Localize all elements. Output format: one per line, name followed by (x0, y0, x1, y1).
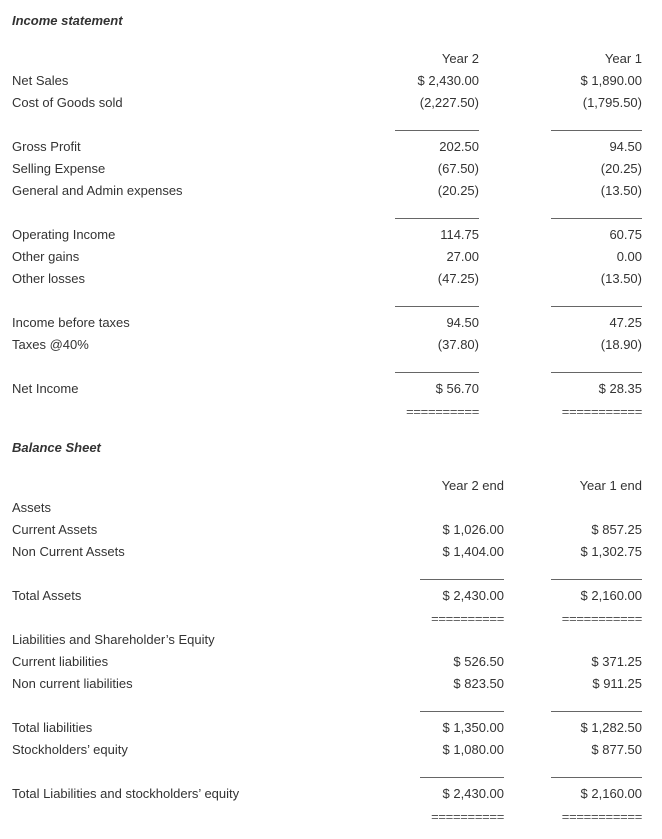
row-label: Total liabilities (12, 720, 93, 735)
double-underline: =========== (561, 405, 642, 418)
value-year-1: $ 1,302.75 (580, 544, 642, 559)
row-label: Taxes @40% (12, 337, 89, 352)
value-year-2: $ 1,080.00 (442, 742, 504, 757)
value-year-2: (20.25) (437, 183, 479, 198)
value-year-1: $ 1,282.50 (580, 720, 642, 735)
row-label: Net Income (12, 381, 79, 396)
value-year-2: $ 823.50 (453, 676, 504, 691)
row-liabilities-heading (0, 631, 662, 649)
row-label: General and Admin expenses (12, 183, 183, 198)
subtotal-rule (395, 372, 479, 373)
row-total-liabilities (0, 719, 662, 737)
row-taxes (0, 336, 662, 354)
value-year-1: (13.50) (600, 183, 642, 198)
double-underline: ========== (406, 405, 479, 418)
row-label: Total Liabilities and stockholders’ equity (12, 786, 240, 801)
subtotal-rule (551, 218, 642, 219)
row-net-income (0, 380, 662, 398)
subtotal-rule (420, 579, 504, 580)
income-statement-header-row (0, 50, 662, 68)
row-label: Total Assets (12, 588, 82, 603)
value-year-1: 60.75 (609, 227, 642, 242)
column-header-year-1: Year 1 (604, 51, 642, 66)
subtotal-rule (420, 711, 504, 712)
double-underline: =========== (561, 612, 642, 625)
value-year-2: $ 2,430.00 (442, 588, 504, 603)
double-underline: ========== (431, 810, 504, 823)
income-statement-title-row (0, 12, 662, 30)
value-year-1: $ 2,160.00 (580, 588, 642, 603)
value-year-2: (67.50) (437, 161, 479, 176)
row-label: Selling Expense (12, 161, 106, 176)
value-year-1: $ 2,160.00 (580, 786, 642, 801)
row-label: Liabilities and Shareholder’s Equity (12, 632, 215, 647)
row-label: Assets (12, 500, 52, 515)
column-header-year-1-end: Year 1 end (579, 478, 642, 493)
value-year-2: (47.25) (437, 271, 479, 286)
row-label: Non current liabilities (12, 676, 133, 691)
row-label: Cost of Goods sold (12, 95, 123, 110)
value-year-2: 114.75 (440, 227, 479, 242)
row-income-before-taxes (0, 314, 662, 332)
balance-sheet-title: Balance Sheet (12, 440, 101, 455)
row-stockholders-equity (0, 741, 662, 759)
value-year-1: $ 1,890.00 (580, 73, 642, 88)
row-label: Current Assets (12, 522, 98, 537)
balance-sheet-header-row (0, 477, 662, 495)
value-year-2: $ 2,430.00 (442, 786, 504, 801)
row-label: Non Current Assets (12, 544, 125, 559)
row-net-sales (0, 72, 662, 90)
row-cost-of-goods-sold (0, 94, 662, 112)
balance-sheet-title-row (0, 439, 662, 457)
row-current-liabilities (0, 653, 662, 671)
subtotal-rule (420, 777, 504, 778)
row-assets-heading (0, 499, 662, 517)
value-year-2: 202.50 (439, 139, 479, 154)
income-statement-title: Income statement (12, 13, 123, 28)
value-year-1: $ 857.25 (591, 522, 642, 537)
value-year-2: (2,227.50) (419, 95, 479, 110)
value-year-1: 47.25 (609, 315, 642, 330)
subtotal-rule (551, 579, 642, 580)
row-label: Other gains (12, 249, 80, 264)
subtotal-rule (395, 130, 479, 131)
row-label: Operating Income (12, 227, 116, 242)
subtotal-rule (551, 306, 642, 307)
value-year-1: (13.50) (600, 271, 642, 286)
value-year-1: 0.00 (616, 249, 642, 264)
value-year-1: $ 28.35 (598, 381, 642, 396)
row-total-liabilities-and-equity (0, 785, 662, 803)
row-selling-expense (0, 160, 662, 178)
value-year-2: 27.00 (446, 249, 479, 264)
row-general-admin-expenses (0, 182, 662, 200)
value-year-2: (37.80) (437, 337, 479, 352)
value-year-2: $ 1,350.00 (442, 720, 504, 735)
value-year-1: 94.50 (609, 139, 642, 154)
value-year-1: $ 877.50 (591, 742, 642, 757)
double-underline: =========== (561, 810, 642, 823)
row-total-assets (0, 587, 662, 605)
row-current-assets (0, 521, 662, 539)
value-year-1: (1,795.50) (582, 95, 642, 110)
value-year-2: $ 1,026.00 (442, 522, 504, 537)
subtotal-rule (551, 711, 642, 712)
value-year-2: $ 526.50 (453, 654, 504, 669)
row-label: Net Sales (12, 73, 69, 88)
value-year-2: 94.50 (446, 315, 479, 330)
value-year-1: $ 911.25 (592, 676, 642, 691)
subtotal-rule (395, 218, 479, 219)
value-year-2: $ 56.70 (435, 381, 479, 396)
value-year-1: (20.25) (600, 161, 642, 176)
row-label: Other losses (12, 271, 85, 286)
value-year-1: $ 371.25 (591, 654, 642, 669)
double-underline: ========== (431, 612, 504, 625)
value-year-1: (18.90) (600, 337, 642, 352)
subtotal-rule (551, 777, 642, 778)
row-non-current-liabilities (0, 675, 662, 693)
row-other-losses (0, 270, 662, 288)
value-year-2: $ 1,404.00 (442, 544, 504, 559)
subtotal-rule (551, 130, 642, 131)
row-operating-income (0, 226, 662, 244)
row-other-gains (0, 248, 662, 266)
subtotal-rule (551, 372, 642, 373)
row-label: Income before taxes (12, 315, 130, 330)
row-non-current-assets (0, 543, 662, 561)
value-year-2: $ 2,430.00 (417, 73, 479, 88)
row-label: Current liabilities (12, 654, 109, 669)
row-label: Gross Profit (12, 139, 81, 154)
row-gross-profit (0, 138, 662, 156)
column-header-year-2: Year 2 (441, 51, 479, 66)
subtotal-rule (395, 306, 479, 307)
column-header-year-2-end: Year 2 end (441, 478, 504, 493)
row-label: Stockholders’ equity (12, 742, 128, 757)
